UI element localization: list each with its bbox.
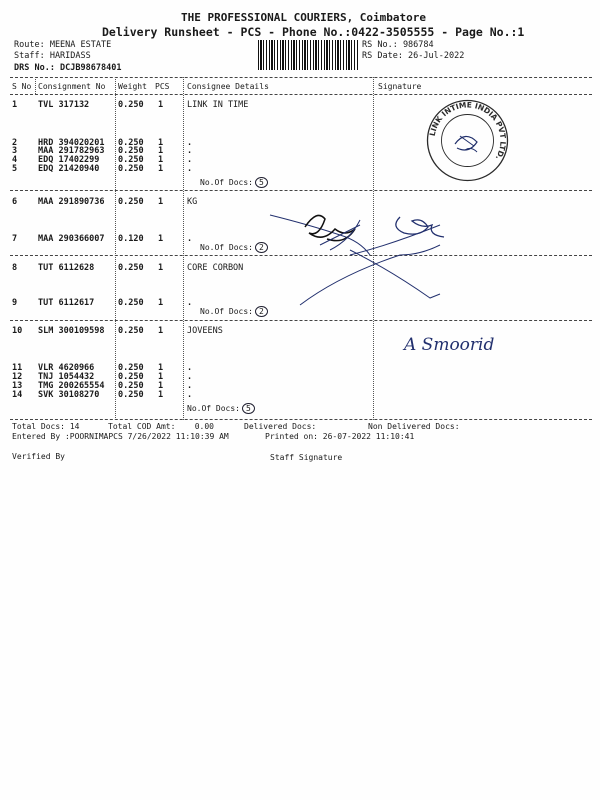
row-pcs: 1 — [158, 390, 164, 400]
row-weight: 0.250 — [118, 381, 144, 391]
row-pcs: 1 — [158, 326, 164, 336]
docs-count-circled: 5 — [255, 177, 268, 188]
delivered-docs: Delivered Docs: — [244, 422, 317, 431]
docs-count-label: No.Of Docs: 5 — [187, 403, 255, 414]
staff: Staff: HARIDASS — [14, 51, 91, 61]
row-weight: 0.250 — [118, 146, 144, 156]
row-consignment: VLR 4620966 — [38, 363, 95, 373]
row-consignee: . — [187, 234, 193, 244]
row-consignment: MAA 291782963 — [38, 146, 105, 156]
row-sno: 6 — [12, 197, 18, 207]
row-consignee: . — [187, 372, 193, 382]
docs-count-circled: 5 — [242, 403, 255, 414]
row-consignment: HRD 394020201 — [38, 138, 105, 148]
row-weight: 0.250 — [118, 298, 144, 308]
row-pcs: 1 — [158, 381, 164, 391]
handwritten-signature — [400, 328, 540, 358]
row-weight: 0.250 — [118, 164, 144, 174]
row-consignment: TMG 200265554 — [38, 381, 105, 391]
route: Route: MEENA ESTATE — [14, 40, 112, 50]
barcode — [258, 40, 358, 70]
svg-text:LINK INTIME INDIA PVT LTD.: LINK INTIME INDIA PVT LTD. — [427, 100, 508, 162]
row-pcs: 1 — [158, 263, 164, 273]
row-weight: 0.250 — [118, 138, 144, 148]
row-consignment: TVL 317132 — [38, 100, 90, 110]
row-sno: 13 — [12, 381, 23, 391]
row-sno: 2 — [12, 138, 18, 148]
row-consignment: EDQ 17402299 — [38, 155, 100, 165]
entered-by: Entered By :POORNIMAPCS 7/26/2022 11:10:39 AM — [12, 432, 229, 441]
row-consignee: . — [187, 298, 193, 308]
row-weight: 0.250 — [118, 100, 144, 110]
row-sno: 7 — [12, 234, 18, 244]
total-docs: Total Docs: 14 — [12, 422, 80, 431]
row-consignment: SVK 30108270 — [38, 390, 100, 400]
row-sno: 1 — [12, 100, 18, 110]
row-weight: 0.250 — [118, 363, 144, 373]
row-weight: 0.120 — [118, 234, 144, 244]
group-divider — [10, 190, 592, 191]
row-pcs: 1 — [158, 100, 164, 110]
row-consignee: . — [187, 363, 193, 373]
row-pcs: 1 — [158, 234, 164, 244]
row-pcs: 1 — [158, 363, 164, 373]
docs-count-label: No.Of Docs: 2 — [200, 242, 268, 253]
header-rule-top — [10, 77, 592, 78]
row-pcs: 1 — [158, 372, 164, 382]
col-sno: S No — [12, 82, 32, 91]
runsheet-subtitle: Delivery Runsheet - PCS - Phone No.:0422-3505555 - Page No.:1 — [102, 25, 525, 39]
staff-signature: Staff Signature — [270, 453, 343, 462]
row-weight: 0.250 — [118, 372, 144, 382]
company-title: THE PROFESSIONAL COURIERS, Coimbatore — [181, 11, 427, 24]
row-weight: 0.250 — [118, 390, 144, 400]
col-sep — [35, 77, 36, 94]
printed-on: Printed on: 26-07-2022 11:10:41 — [265, 432, 415, 441]
col-consignment: Consignment No — [38, 82, 106, 91]
row-pcs: 1 — [158, 146, 164, 156]
row-consignee: LINK IN TIME — [187, 100, 249, 110]
row-consignment: TUT 6112617 — [38, 298, 95, 308]
row-sno: 11 — [12, 363, 23, 373]
row-sno: 8 — [12, 263, 18, 273]
col-weight: Weight — [118, 82, 147, 91]
row-sno: 4 — [12, 155, 18, 165]
row-consignee: . — [187, 390, 193, 400]
row-consignment: MAA 290366007 — [38, 234, 105, 244]
row-pcs: 1 — [158, 164, 164, 174]
col-consignee: Consignee Details — [187, 82, 269, 91]
drs-number: DRS No.: DCJB98678401 — [14, 63, 122, 73]
row-consignment: SLM 300109598 — [38, 326, 105, 336]
handwritten-signature-scribble — [230, 195, 480, 315]
row-consignee: JOVEENS — [187, 326, 223, 336]
row-pcs: 1 — [158, 197, 164, 207]
docs-count-circled: 2 — [255, 306, 268, 317]
row-consignee: CORE CORBON — [187, 263, 244, 273]
docs-count-label: No.Of Docs: 5 — [200, 177, 268, 188]
row-sno: 3 — [12, 146, 18, 156]
group-divider — [10, 419, 592, 420]
row-consignee: . — [187, 138, 193, 148]
docs-count-circled: 2 — [255, 242, 268, 253]
row-consignee: . — [187, 164, 193, 174]
header-rule-bottom — [10, 94, 592, 95]
col-signature: Signature — [378, 82, 422, 91]
row-consignment: MAA 291890736 — [38, 197, 105, 207]
row-pcs: 1 — [158, 155, 164, 165]
row-pcs: 1 — [158, 138, 164, 148]
row-consignment: EDQ 21420940 — [38, 164, 100, 174]
col-sep — [115, 77, 116, 420]
row-sno: 9 — [12, 298, 18, 308]
rs-number: RS No.: 986784 — [362, 40, 434, 50]
row-consignee: . — [187, 155, 193, 165]
rs-date: RS Date: 26-Jul-2022 — [362, 51, 465, 61]
row-consignment: TNJ 1054432 — [38, 372, 95, 382]
group-divider — [10, 320, 592, 321]
company-seal — [425, 98, 510, 183]
docs-count-label: No.Of Docs: 2 — [200, 306, 268, 317]
svg-text:A Smoorid: A Smoorid — [404, 335, 495, 355]
row-consignee: . — [187, 146, 193, 156]
row-pcs: 1 — [158, 298, 164, 308]
row-consignee: KG — [187, 197, 198, 207]
non-delivered-docs: Non Delivered Docs: — [368, 422, 460, 431]
row-consignment: TUT 6112628 — [38, 263, 95, 273]
total-cod: Total COD Amt: 0.00 — [108, 422, 214, 431]
row-sno: 14 — [12, 390, 23, 400]
row-sno: 5 — [12, 164, 18, 174]
row-sno: 12 — [12, 372, 23, 382]
row-sno: 10 — [12, 326, 23, 336]
col-sep — [183, 77, 184, 420]
row-weight: 0.250 — [118, 197, 144, 207]
verified-by: Verified By — [12, 452, 65, 461]
row-weight: 0.250 — [118, 326, 144, 336]
row-consignee: . — [187, 381, 193, 391]
row-weight: 0.250 — [118, 155, 144, 165]
col-pcs: PCS — [155, 82, 170, 91]
row-weight: 0.250 — [118, 263, 144, 273]
